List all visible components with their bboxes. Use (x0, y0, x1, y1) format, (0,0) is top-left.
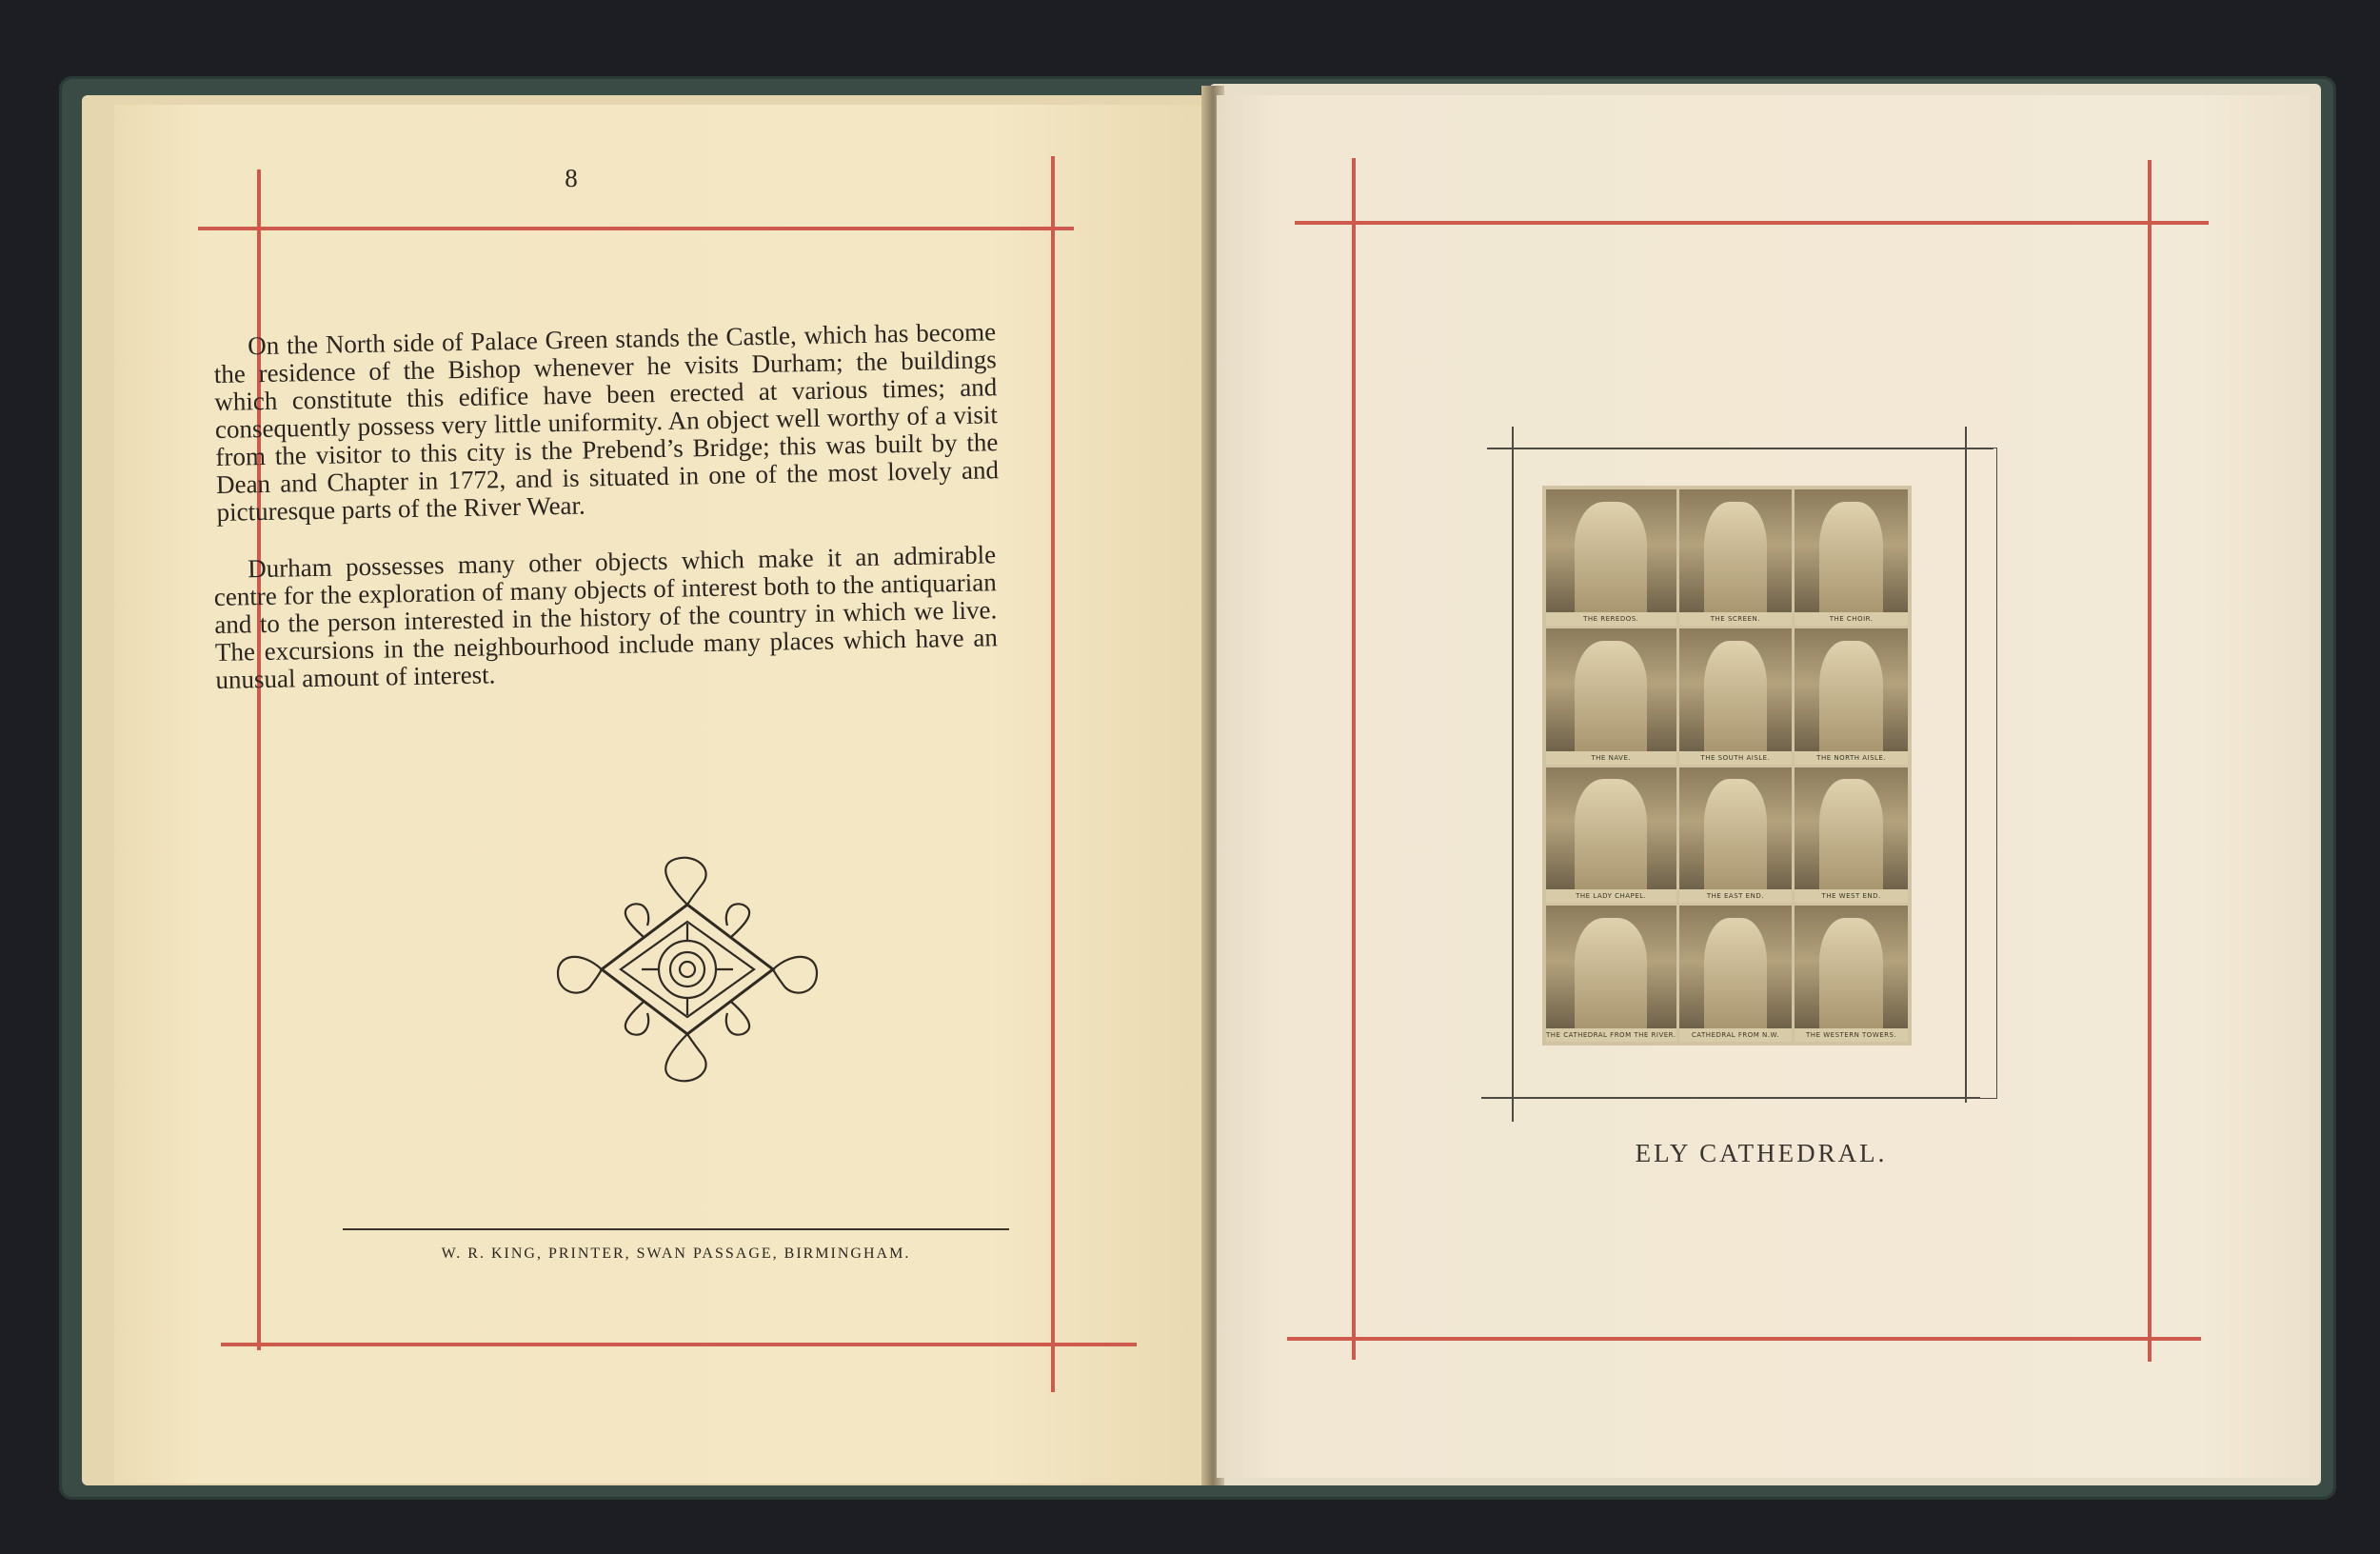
left-border-bottom (221, 1343, 1137, 1346)
right-border-top (1295, 221, 2209, 225)
page-number: 8 (565, 164, 578, 192)
photo-cell (1795, 628, 1908, 765)
photo-cell (1679, 906, 1793, 1042)
photo-caption: THE LADY CHAPEL. (1546, 889, 1676, 903)
left-page (114, 105, 1207, 1484)
photo-cell (1795, 489, 1908, 626)
floral-ornament (552, 855, 823, 1084)
crop-line-right (1965, 427, 1967, 1103)
photo-cell (1679, 489, 1793, 626)
photo-cell (1795, 906, 1908, 1042)
left-border-right (1051, 156, 1055, 1392)
photo-caption: THE SCREEN. (1679, 612, 1793, 626)
photo-cell (1546, 767, 1676, 904)
photo-caption: THE NAVE. (1546, 751, 1676, 765)
photo-caption: CATHEDRAL FROM N.W. (1679, 1028, 1793, 1042)
photo-caption: THE NORTH AISLE. (1795, 751, 1908, 765)
photo-caption: THE CATHEDRAL FROM THE RIVER. (1546, 1028, 1676, 1042)
paragraph-durham: Durham possesses many other objects which make it an admirable centre for the exploration of many objects of interest both to the antiquarian and to the person interested in the history of the country in which we live. The excursions in the neighbourhood include many places which have an unusual amount of interest. (213, 540, 999, 694)
ely-cathedral-photo-collage (1542, 486, 1912, 1046)
printer-rule (343, 1228, 1009, 1230)
photo-cell (1795, 767, 1908, 904)
photo-caption: THE SOUTH AISLE. (1679, 751, 1793, 765)
photo-caption: THE WEST END. (1795, 889, 1908, 903)
photo-cell (1546, 489, 1676, 626)
left-border-top (198, 227, 1074, 230)
photo-title: ELY CATHEDRAL. (1635, 1139, 1888, 1167)
crop-line-bottom (1481, 1097, 1980, 1099)
crop-line-left (1512, 427, 1514, 1122)
paragraph-castle: On the North side of Palace Green stands the Castle, which has become the residence of the Bishop whenever he visits Durham; the buildings which constitute this edifice have been erected at various times; and consequently possess very little uniformity. An object well worthy of a visit from the visitor to this city is the Prebend’s Bridge; this was built by the Dean and Chapter in 1772, and is situated in one of the most lovely and picturesque parts of the River Wear. (213, 317, 1000, 527)
photo-caption: THE REREDOS. (1546, 612, 1676, 626)
photo-cell (1679, 767, 1793, 904)
printer-imprint: W. R. KING, PRINTER, SWAN PASSAGE, BIRMINGHAM. (441, 1245, 911, 1262)
photo-cell (1679, 628, 1793, 765)
right-border-left (1352, 158, 1356, 1360)
photo-cell (1546, 628, 1676, 765)
crop-line-top (1487, 448, 1993, 449)
photo-caption: THE WESTERN TOWERS. (1795, 1028, 1908, 1042)
photo-cell (1546, 906, 1676, 1042)
photo-caption: THE CHOIR. (1795, 612, 1908, 626)
right-border-bottom (1287, 1337, 2201, 1341)
photo-caption: THE EAST END. (1679, 889, 1793, 903)
right-border-right (2148, 160, 2152, 1362)
